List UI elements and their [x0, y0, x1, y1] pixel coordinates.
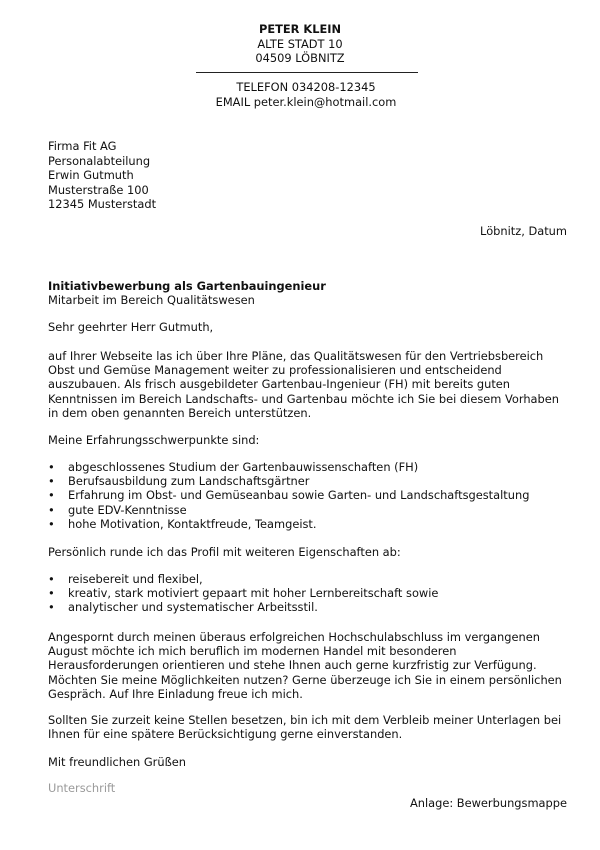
intro-paragraph	[48, 349, 573, 420]
list-item-text: Erfahrung im Obst- und Gemüseanbau sowie Garten- und Landschaftsgestaltung	[68, 488, 530, 503]
fallback-paragraph	[48, 713, 573, 741]
paragraph-line: Herausforderungen orientieren und stehe Ihnen auch gerne kurzfristig zur Verfügung.	[48, 658, 537, 673]
list-item-text: analytischer und systematischer Arbeitsstil.	[68, 600, 318, 615]
list-item-text: kreativ, stark motiviert gepaart mit hoher Lernbereitschaft sowie	[68, 586, 439, 601]
subject-title: Initiativbewerbung als Gartenbauingenieur	[48, 279, 326, 293]
sender-phone: TELEFON 034208-12345	[236, 80, 376, 94]
list-item-text: reisebereit und flexibel,	[68, 572, 203, 586]
paragraph-line: auf Ihrer Webseite las ich über Ihre Pläne, das Qualitätswesen für den Vertriebsbereich	[48, 349, 544, 363]
profile-intro: Persönlich runde ich das Profil mit weiteren Eigenschaften ab:	[48, 545, 401, 559]
paragraph-line: Kenntnissen im Bereich Landschafts- und Gartenbau möchte ich Sie bei diesem Vorhaben	[48, 391, 559, 406]
bullet-icon: •	[48, 516, 55, 531]
sender-city: 04509 LÖBNITZ	[255, 51, 345, 65]
bullet-icon: •	[48, 502, 55, 517]
list-item	[48, 572, 438, 586]
list-item	[48, 517, 529, 531]
bullet-icon: •	[48, 460, 55, 474]
paragraph-line: Obst und Gemüse Management weiter zu professionalisieren und entscheidend	[48, 363, 502, 378]
date-line: Löbnitz, Datum	[480, 224, 567, 238]
list-item	[48, 474, 529, 488]
paragraph-line: in dem oben genannten Bereich unterstützen.	[48, 405, 312, 420]
bullet-icon: •	[48, 600, 55, 615]
recipient-city: 12345 Musterstadt	[48, 197, 157, 211]
list-item-text: Berufsausbildung zum Landschaftsgärtner	[68, 474, 310, 489]
list-item	[48, 586, 438, 600]
list-item-text: gute EDV-Kenntnisse	[68, 502, 187, 517]
profile-list	[48, 572, 438, 615]
paragraph-line: Sollten Sie zurzeit keine Stellen besetzen, bin ich mit dem Verbleib meiner Unterlagen bei	[48, 713, 562, 727]
paragraph-line: Ihnen für eine spätere Berücksichtigung gerne einverstanden.	[48, 727, 403, 742]
paragraph-line: auszubauen. Als frisch ausgebildeter Gartenbau-Ingenieur (FH) mit bereits guten	[48, 377, 511, 392]
recipient-street: Musterstraße 100	[48, 182, 149, 197]
sender-name: PETER KLEIN	[258, 22, 342, 36]
recipient-department: Personalabteilung	[48, 153, 151, 168]
recipient-contact: Erwin Gutmuth	[48, 168, 134, 182]
focus-list	[48, 460, 529, 531]
list-item	[48, 503, 529, 517]
list-item-text: abgeschlossenes Studium der Gartenbauwissenschaften (FH)	[68, 460, 419, 474]
bullet-icon: •	[48, 572, 55, 586]
list-item	[48, 600, 438, 614]
sender-header	[0, 22, 600, 66]
salutation: Sehr geehrter Herr Gutmuth,	[48, 320, 214, 334]
closing-greeting: Mit freundlichen Grüßen	[48, 755, 186, 769]
bullet-icon: •	[48, 474, 55, 489]
sender-street: ALTE STADT 10	[257, 36, 343, 51]
paragraph-line: Angespornt durch meinen überaus erfolgreichen Hochschulabschluss im vergangenen	[48, 630, 540, 644]
paragraph-line: Gespräch. Auf Ihre Einladung freue ich mich.	[48, 686, 303, 701]
recipient-company: Firma Fit AG	[48, 139, 117, 153]
sender-email: EMAIL peter.klein@hotmail.com	[215, 94, 397, 109]
subject-subtitle: Mitarbeit im Bereich Qualitätswesen	[48, 293, 255, 308]
list-item	[48, 460, 529, 474]
signature-placeholder: Unterschrift	[48, 781, 116, 795]
enclosure-note: Anlage: Bewerbungsmappe	[409, 796, 567, 810]
list-item	[48, 488, 529, 502]
sender-contact	[0, 80, 600, 109]
paragraph-line: Möchten Sie meine Möglichkeiten nutzen? Gerne überzeuge ich Sie in einem persönlichen	[48, 672, 562, 687]
paragraph-line: August möchte ich mich beruflich im modernen Handel mit besonderen	[48, 644, 457, 659]
bullet-icon: •	[48, 586, 55, 601]
recipient-address	[48, 139, 156, 212]
focus-intro: Meine Erfahrungsschwerpunkte sind:	[48, 433, 260, 447]
bullet-icon: •	[48, 488, 55, 503]
motivation-paragraph	[48, 630, 573, 701]
header-divider	[196, 72, 418, 73]
list-item-text: hohe Motivation, Kontaktfreude, Teamgeist.	[68, 516, 317, 531]
subject-block	[48, 279, 573, 307]
